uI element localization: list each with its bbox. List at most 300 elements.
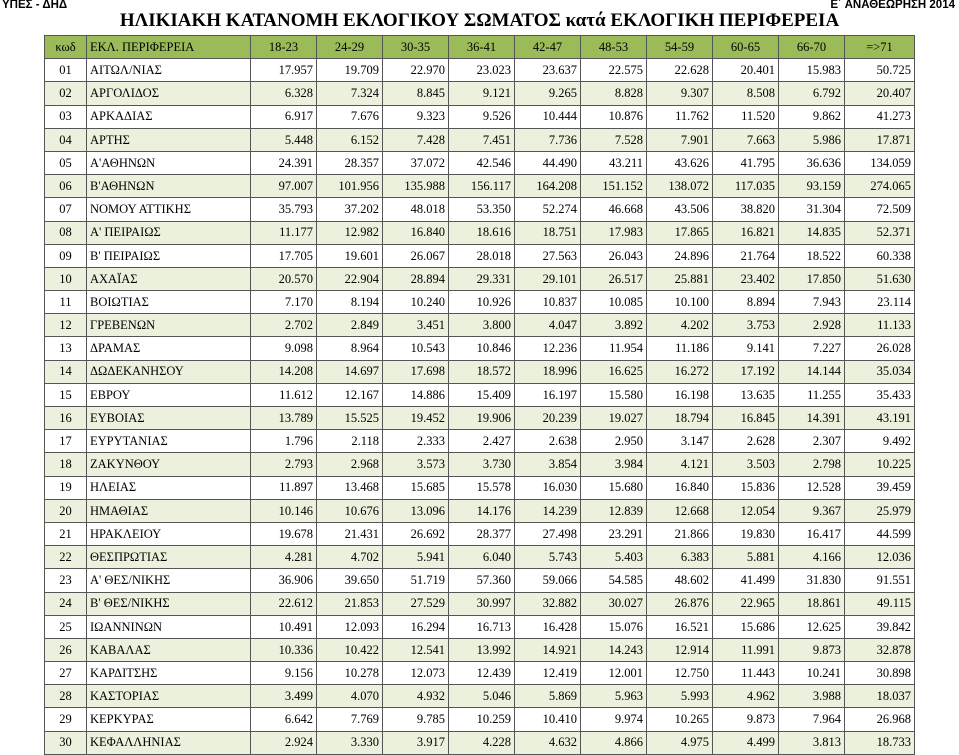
- region-name-cell: ΕΥΡΥΤΑΝΙΑΣ: [87, 430, 251, 453]
- voter-count-cell: 13.468: [317, 476, 383, 499]
- region-name-cell: Β' ΠΕΙΡΑΙΩΣ: [87, 244, 251, 267]
- voter-count-cell: 16.030: [515, 476, 581, 499]
- table-row: [45, 82, 915, 105]
- region-name-cell: Α' ΘΕΣ/ΝΙΚΗΣ: [87, 569, 251, 592]
- voter-count-cell: 60.338: [845, 244, 915, 267]
- voter-count-cell: 12.625: [779, 615, 845, 638]
- region-name-cell: ΗΛΕΙΑΣ: [87, 476, 251, 499]
- voter-count-cell: 14.391: [779, 407, 845, 430]
- table-row: [45, 685, 915, 708]
- voter-count-cell: 5.963: [581, 685, 647, 708]
- region-name-cell: ΘΕΣΠΡΩΤΙΑΣ: [87, 546, 251, 569]
- voter-count-cell: 7.528: [581, 128, 647, 151]
- voter-count-cell: 21.866: [647, 522, 713, 545]
- voter-count-cell: 10.241: [779, 662, 845, 685]
- voter-count-cell: 3.503: [713, 453, 779, 476]
- table-row: [45, 522, 915, 545]
- voter-count-cell: 5.448: [251, 128, 317, 151]
- region-code-cell: 12: [45, 314, 87, 337]
- voter-count-cell: 17.192: [713, 360, 779, 383]
- table-row: [45, 267, 915, 290]
- voter-count-cell: 15.983: [779, 59, 845, 82]
- voter-count-cell: 18.861: [779, 592, 845, 615]
- voter-count-cell: 22.575: [581, 59, 647, 82]
- voter-count-cell: 9.156: [251, 662, 317, 685]
- voter-count-cell: 14.243: [581, 638, 647, 661]
- voter-count-cell: 52.274: [515, 198, 581, 221]
- region-name-cell: ΒΟΙΩΤΙΑΣ: [87, 291, 251, 314]
- table-row: [45, 615, 915, 638]
- column-header: 18-23: [251, 36, 317, 59]
- region-code-cell: 09: [45, 244, 87, 267]
- region-code-cell: 06: [45, 175, 87, 198]
- voter-count-cell: 12.001: [581, 662, 647, 685]
- voter-count-cell: 6.642: [251, 708, 317, 731]
- voter-count-cell: 8.508: [713, 82, 779, 105]
- voter-count-cell: 9.526: [449, 105, 515, 128]
- region-code-cell: 21: [45, 522, 87, 545]
- voter-count-cell: 24.896: [647, 244, 713, 267]
- voter-count-cell: 9.873: [713, 708, 779, 731]
- voter-count-cell: 93.159: [779, 175, 845, 198]
- region-code-cell: 05: [45, 151, 87, 174]
- voter-count-cell: 3.147: [647, 430, 713, 453]
- voter-count-cell: 91.551: [845, 569, 915, 592]
- voter-count-cell: 14.697: [317, 360, 383, 383]
- region-code-cell: 01: [45, 59, 87, 82]
- age-distribution-table: [44, 35, 915, 755]
- voter-count-cell: 14.208: [251, 360, 317, 383]
- region-code-cell: 26: [45, 638, 87, 661]
- voter-count-cell: 97.007: [251, 175, 317, 198]
- column-header: =>71: [845, 36, 915, 59]
- voter-count-cell: 11.255: [779, 383, 845, 406]
- table-row: [45, 453, 915, 476]
- voter-count-cell: 4.499: [713, 731, 779, 754]
- voter-count-cell: 18.522: [779, 244, 845, 267]
- region-name-cell: ΚΑΣΤΟΡΙΑΣ: [87, 685, 251, 708]
- voter-count-cell: 7.227: [779, 337, 845, 360]
- voter-count-cell: 32.878: [845, 638, 915, 661]
- voter-count-cell: 10.336: [251, 638, 317, 661]
- column-header: 60-65: [713, 36, 779, 59]
- voter-count-cell: 7.170: [251, 291, 317, 314]
- voter-count-cell: 19.678: [251, 522, 317, 545]
- voter-count-cell: 5.941: [383, 546, 449, 569]
- voter-count-cell: 24.391: [251, 151, 317, 174]
- voter-count-cell: 25.979: [845, 499, 915, 522]
- voter-count-cell: 21.853: [317, 592, 383, 615]
- voter-count-cell: 12.982: [317, 221, 383, 244]
- voter-count-cell: 36.636: [779, 151, 845, 174]
- voter-count-cell: 30.997: [449, 592, 515, 615]
- voter-count-cell: 9.862: [779, 105, 845, 128]
- region-name-cell: ΚΑΡΔΙΤΣΗΣ: [87, 662, 251, 685]
- voter-count-cell: 51.630: [845, 267, 915, 290]
- voter-count-cell: 11.612: [251, 383, 317, 406]
- voter-count-cell: 10.543: [383, 337, 449, 360]
- voter-count-cell: 6.917: [251, 105, 317, 128]
- voter-count-cell: 16.294: [383, 615, 449, 638]
- region-name-cell: ΙΩΑΝΝΙΝΩΝ: [87, 615, 251, 638]
- voter-count-cell: 31.830: [779, 569, 845, 592]
- voter-count-cell: 15.686: [713, 615, 779, 638]
- voter-count-cell: 30.898: [845, 662, 915, 685]
- voter-count-cell: 4.166: [779, 546, 845, 569]
- voter-count-cell: 57.360: [449, 569, 515, 592]
- voter-count-cell: 15.578: [449, 476, 515, 499]
- voter-count-cell: 46.668: [581, 198, 647, 221]
- voter-count-cell: 3.753: [713, 314, 779, 337]
- voter-count-cell: 10.278: [317, 662, 383, 685]
- voter-count-cell: 5.403: [581, 546, 647, 569]
- voter-count-cell: 41.795: [713, 151, 779, 174]
- voter-count-cell: 2.638: [515, 430, 581, 453]
- voter-count-cell: 16.417: [779, 522, 845, 545]
- voter-count-cell: 3.988: [779, 685, 845, 708]
- voter-count-cell: 44.599: [845, 522, 915, 545]
- voter-count-cell: 274.065: [845, 175, 915, 198]
- voter-count-cell: 4.228: [449, 731, 515, 754]
- voter-count-cell: 7.428: [383, 128, 449, 151]
- voter-count-cell: 4.047: [515, 314, 581, 337]
- table-row: [45, 569, 915, 592]
- voter-count-cell: 39.842: [845, 615, 915, 638]
- voter-count-cell: 6.040: [449, 546, 515, 569]
- voter-count-cell: 54.585: [581, 569, 647, 592]
- voter-count-cell: 23.402: [713, 267, 779, 290]
- region-code-cell: 16: [45, 407, 87, 430]
- region-name-cell: ΑΡΓΟΛΙΔΟΣ: [87, 82, 251, 105]
- voter-count-cell: 17.957: [251, 59, 317, 82]
- voter-count-cell: 2.849: [317, 314, 383, 337]
- voter-count-cell: 35.034: [845, 360, 915, 383]
- voter-count-cell: 19.601: [317, 244, 383, 267]
- column-header: 42-47: [515, 36, 581, 59]
- voter-count-cell: 1.796: [251, 430, 317, 453]
- region-code-cell: 28: [45, 685, 87, 708]
- column-header: 30-35: [383, 36, 449, 59]
- voter-count-cell: 18.751: [515, 221, 581, 244]
- voter-count-cell: 48.018: [383, 198, 449, 221]
- header-right-label: Ε΄ ΑΝΑΘΕΩΡΗΣΗ 2014: [830, 0, 955, 11]
- voter-count-cell: 117.035: [713, 175, 779, 198]
- voter-count-cell: 16.428: [515, 615, 581, 638]
- region-name-cell: Β'ΑΘΗΝΩΝ: [87, 175, 251, 198]
- column-header: 54-59: [647, 36, 713, 59]
- voter-count-cell: 16.821: [713, 221, 779, 244]
- voter-count-cell: 21.764: [713, 244, 779, 267]
- voter-count-cell: 9.307: [647, 82, 713, 105]
- voter-count-cell: 11.133: [845, 314, 915, 337]
- voter-count-cell: 59.066: [515, 569, 581, 592]
- voter-count-cell: 10.259: [449, 708, 515, 731]
- table-row: [45, 662, 915, 685]
- voter-count-cell: 19.830: [713, 522, 779, 545]
- voter-count-cell: 15.076: [581, 615, 647, 638]
- voter-count-cell: 4.281: [251, 546, 317, 569]
- voter-count-cell: 12.668: [647, 499, 713, 522]
- voter-count-cell: 18.733: [845, 731, 915, 754]
- voter-count-cell: 20.239: [515, 407, 581, 430]
- voter-count-cell: 3.854: [515, 453, 581, 476]
- voter-count-cell: 16.845: [713, 407, 779, 430]
- voter-count-cell: 10.676: [317, 499, 383, 522]
- voter-count-cell: 22.965: [713, 592, 779, 615]
- voter-count-cell: 11.762: [647, 105, 713, 128]
- table-body: [45, 59, 915, 755]
- voter-count-cell: 10.240: [383, 291, 449, 314]
- region-name-cell: ΕΥΒΟΙΑΣ: [87, 407, 251, 430]
- voter-count-cell: 41.273: [845, 105, 915, 128]
- voter-count-cell: 29.331: [449, 267, 515, 290]
- voter-count-cell: 3.573: [383, 453, 449, 476]
- voter-count-cell: 12.167: [317, 383, 383, 406]
- region-code-cell: 08: [45, 221, 87, 244]
- region-name-cell: Α' ΠΕΙΡΑΙΩΣ: [87, 221, 251, 244]
- voter-count-cell: 10.085: [581, 291, 647, 314]
- table-row: [45, 360, 915, 383]
- voter-count-cell: 15.409: [449, 383, 515, 406]
- table-row: [45, 731, 915, 754]
- voter-count-cell: 26.043: [581, 244, 647, 267]
- region-name-cell: ΓΡΕΒΕΝΩΝ: [87, 314, 251, 337]
- table-row: [45, 430, 915, 453]
- voter-count-cell: 38.820: [713, 198, 779, 221]
- voter-count-cell: 44.490: [515, 151, 581, 174]
- voter-count-cell: 11.954: [581, 337, 647, 360]
- page-title: ΗΛΙΚΙΑΚΗ ΚΑΤΑΝΟΜΗ ΕΚΛΟΓΙΚΟΥ ΣΩΜΑΤΟΣ κατά ΕΚΛΟΓΙΚΗ ΠΕΡΙΦΕΡΕΙΑ: [119, 10, 840, 31]
- voter-count-cell: 4.866: [581, 731, 647, 754]
- voter-count-cell: 101.956: [317, 175, 383, 198]
- voter-count-cell: 13.096: [383, 499, 449, 522]
- voter-count-cell: 8.828: [581, 82, 647, 105]
- voter-count-cell: 3.813: [779, 731, 845, 754]
- voter-count-cell: 22.970: [383, 59, 449, 82]
- voter-count-cell: 51.719: [383, 569, 449, 592]
- voter-count-cell: 42.546: [449, 151, 515, 174]
- voter-count-cell: 27.529: [383, 592, 449, 615]
- voter-count-cell: 10.444: [515, 105, 581, 128]
- voter-count-cell: 18.572: [449, 360, 515, 383]
- voter-count-cell: 156.117: [449, 175, 515, 198]
- voter-count-cell: 14.176: [449, 499, 515, 522]
- voter-count-cell: 2.950: [581, 430, 647, 453]
- region-code-cell: 18: [45, 453, 87, 476]
- voter-count-cell: 4.702: [317, 546, 383, 569]
- region-name-cell: ΚΕΡΚΥΡΑΣ: [87, 708, 251, 731]
- voter-count-cell: 15.525: [317, 407, 383, 430]
- voter-count-cell: 4.962: [713, 685, 779, 708]
- voter-count-cell: 14.239: [515, 499, 581, 522]
- voter-count-cell: 7.901: [647, 128, 713, 151]
- region-name-cell: ΗΜΑΘΙΑΣ: [87, 499, 251, 522]
- voter-count-cell: 4.070: [317, 685, 383, 708]
- voter-count-cell: 26.067: [383, 244, 449, 267]
- voter-count-cell: 9.873: [779, 638, 845, 661]
- voter-count-cell: 14.144: [779, 360, 845, 383]
- voter-count-cell: 37.072: [383, 151, 449, 174]
- voter-count-cell: 134.059: [845, 151, 915, 174]
- voter-count-cell: 21.431: [317, 522, 383, 545]
- voter-count-cell: 16.840: [383, 221, 449, 244]
- voter-count-cell: 13.635: [713, 383, 779, 406]
- voter-count-cell: 3.330: [317, 731, 383, 754]
- region-code-cell: 13: [45, 337, 87, 360]
- column-header: 66-70: [779, 36, 845, 59]
- region-code-cell: 23: [45, 569, 87, 592]
- voter-count-cell: 2.702: [251, 314, 317, 337]
- voter-count-cell: 8.845: [383, 82, 449, 105]
- voter-count-cell: 4.121: [647, 453, 713, 476]
- voter-count-cell: 12.750: [647, 662, 713, 685]
- voter-count-cell: 72.509: [845, 198, 915, 221]
- voter-count-cell: 17.865: [647, 221, 713, 244]
- voter-count-cell: 7.451: [449, 128, 515, 151]
- voter-count-cell: 7.676: [317, 105, 383, 128]
- table-row: [45, 407, 915, 430]
- voter-count-cell: 12.839: [581, 499, 647, 522]
- voter-count-cell: 53.350: [449, 198, 515, 221]
- voter-count-cell: 2.118: [317, 430, 383, 453]
- voter-count-cell: 7.964: [779, 708, 845, 731]
- region-code-cell: 24: [45, 592, 87, 615]
- voter-count-cell: 4.202: [647, 314, 713, 337]
- region-code-cell: 03: [45, 105, 87, 128]
- voter-count-cell: 6.792: [779, 82, 845, 105]
- region-name-cell: ΚΕΦΑΛΛΗΝΙΑΣ: [87, 731, 251, 754]
- voter-count-cell: 17.705: [251, 244, 317, 267]
- voter-count-cell: 3.917: [383, 731, 449, 754]
- table-row: [45, 638, 915, 661]
- table-row: [45, 546, 915, 569]
- region-name-cell: ΑΡΤΗΣ: [87, 128, 251, 151]
- voter-count-cell: 10.146: [251, 499, 317, 522]
- voter-count-cell: 48.602: [647, 569, 713, 592]
- voter-count-cell: 17.871: [845, 128, 915, 151]
- voter-count-cell: 11.991: [713, 638, 779, 661]
- voter-count-cell: 37.202: [317, 198, 383, 221]
- voter-count-cell: 9.098: [251, 337, 317, 360]
- voter-count-cell: 3.451: [383, 314, 449, 337]
- voter-count-cell: 12.439: [449, 662, 515, 685]
- region-code-cell: 19: [45, 476, 87, 499]
- voter-count-cell: 18.996: [515, 360, 581, 383]
- voter-count-cell: 5.993: [647, 685, 713, 708]
- voter-count-cell: 2.307: [779, 430, 845, 453]
- voter-count-cell: 10.410: [515, 708, 581, 731]
- voter-count-cell: 26.517: [581, 267, 647, 290]
- voter-count-cell: 2.628: [713, 430, 779, 453]
- voter-count-cell: 23.023: [449, 59, 515, 82]
- table-row: [45, 221, 915, 244]
- voter-count-cell: 10.422: [317, 638, 383, 661]
- voter-count-cell: 12.093: [317, 615, 383, 638]
- voter-count-cell: 5.986: [779, 128, 845, 151]
- table-row: [45, 592, 915, 615]
- voter-count-cell: 5.046: [449, 685, 515, 708]
- voter-count-cell: 9.367: [779, 499, 845, 522]
- voter-count-cell: 39.459: [845, 476, 915, 499]
- voter-count-cell: 16.840: [647, 476, 713, 499]
- voter-count-cell: 3.892: [581, 314, 647, 337]
- region-code-cell: 22: [45, 546, 87, 569]
- table-row: [45, 708, 915, 731]
- voter-count-cell: 18.037: [845, 685, 915, 708]
- region-code-cell: 10: [45, 267, 87, 290]
- voter-count-cell: 30.027: [581, 592, 647, 615]
- voter-count-cell: 7.769: [317, 708, 383, 731]
- table-row: [45, 105, 915, 128]
- voter-count-cell: 22.612: [251, 592, 317, 615]
- voter-count-cell: 31.304: [779, 198, 845, 221]
- table-row: [45, 175, 915, 198]
- voter-count-cell: 28.894: [383, 267, 449, 290]
- voter-count-cell: 151.152: [581, 175, 647, 198]
- voter-count-cell: 26.028: [845, 337, 915, 360]
- voter-count-cell: 43.506: [647, 198, 713, 221]
- voter-count-cell: 3.499: [251, 685, 317, 708]
- table-row: [45, 337, 915, 360]
- voter-count-cell: 18.616: [449, 221, 515, 244]
- voter-count-cell: 19.027: [581, 407, 647, 430]
- voter-count-cell: 8.194: [317, 291, 383, 314]
- voter-count-cell: 27.498: [515, 522, 581, 545]
- voter-count-cell: 12.054: [713, 499, 779, 522]
- voter-count-cell: 10.100: [647, 291, 713, 314]
- region-code-cell: 02: [45, 82, 87, 105]
- voter-count-cell: 12.073: [383, 662, 449, 685]
- voter-count-cell: 6.152: [317, 128, 383, 151]
- voter-count-cell: 2.928: [779, 314, 845, 337]
- voter-count-cell: 26.692: [383, 522, 449, 545]
- voter-count-cell: 14.886: [383, 383, 449, 406]
- voter-count-cell: 20.407: [845, 82, 915, 105]
- voter-count-cell: 12.541: [383, 638, 449, 661]
- voter-count-cell: 9.265: [515, 82, 581, 105]
- voter-count-cell: 17.850: [779, 267, 845, 290]
- voter-count-cell: 9.141: [713, 337, 779, 360]
- voter-count-cell: 52.371: [845, 221, 915, 244]
- voter-count-cell: 29.101: [515, 267, 581, 290]
- region-name-cell: ΔΡΑΜΑΣ: [87, 337, 251, 360]
- voter-count-cell: 9.121: [449, 82, 515, 105]
- column-header: 36-41: [449, 36, 515, 59]
- voter-count-cell: 50.725: [845, 59, 915, 82]
- region-name-cell: ΖΑΚΥΝΘΟΥ: [87, 453, 251, 476]
- region-code-cell: 27: [45, 662, 87, 685]
- voter-count-cell: 8.894: [713, 291, 779, 314]
- column-header: κωδ: [45, 36, 87, 59]
- table-row: [45, 244, 915, 267]
- voter-count-cell: 12.914: [647, 638, 713, 661]
- voter-count-cell: 15.580: [581, 383, 647, 406]
- voter-count-cell: 35.793: [251, 198, 317, 221]
- region-name-cell: ΑΙΤΩΛ/ΝΙΑΣ: [87, 59, 251, 82]
- voter-count-cell: 14.921: [515, 638, 581, 661]
- voter-count-cell: 11.520: [713, 105, 779, 128]
- voter-count-cell: 138.072: [647, 175, 713, 198]
- voter-count-cell: 7.324: [317, 82, 383, 105]
- voter-count-cell: 41.499: [713, 569, 779, 592]
- voter-count-cell: 28.018: [449, 244, 515, 267]
- voter-count-cell: 12.419: [515, 662, 581, 685]
- voter-count-cell: 11.897: [251, 476, 317, 499]
- voter-count-cell: 16.713: [449, 615, 515, 638]
- voter-count-cell: 13.789: [251, 407, 317, 430]
- voter-count-cell: 20.401: [713, 59, 779, 82]
- region-code-cell: 29: [45, 708, 87, 731]
